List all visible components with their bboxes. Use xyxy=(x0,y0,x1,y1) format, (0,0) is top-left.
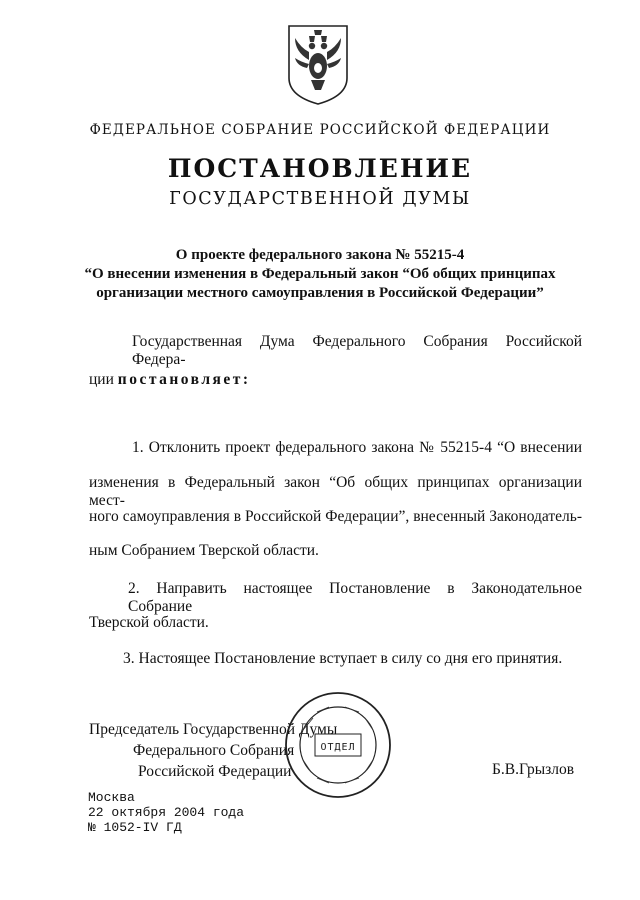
signer-title-line: Председатель Государственной Думы xyxy=(89,721,338,738)
document-number: № 1052-IV ГД xyxy=(88,820,182,835)
intro-line xyxy=(89,371,251,389)
title-line: организации местного самоуправления в Российской Федерации” xyxy=(96,285,544,301)
official-stamp-icon xyxy=(283,690,393,800)
svg-text:ОТДЕЛ: ОТДЕЛ xyxy=(320,742,356,753)
intro-line: Государственная Дума Федерального Собрания Российской Федера- xyxy=(132,333,582,368)
document-title xyxy=(60,246,580,303)
issuing-body: ГОСУДАРСТВЕННОЙ ДУМЫ xyxy=(169,189,471,209)
item-1-line: изменения в Федеральный закон “Об общих принципах организации мест- xyxy=(89,474,582,509)
item-1-line: 1. Отклонить проект федерального закона № 55215-4 “О внесении xyxy=(132,439,582,456)
document-type: ПОСТАНОВЛЕНИЕ xyxy=(167,154,473,183)
item-1-line: ным Собранием Тверской области. xyxy=(89,542,319,559)
resolution-verb: постановляет: xyxy=(117,371,251,388)
document-footer xyxy=(88,790,244,835)
parliament-name: ФЕДЕРАЛЬНОЕ СОБРАНИЕ РОССИЙСКОЙ ФЕДЕРАЦИИ xyxy=(89,122,551,138)
item-2-line: 2. Направить настоящее Постановление в Законодательное Собрание xyxy=(128,580,582,615)
title-line: О проекте федерального закона № 55215-4 xyxy=(175,247,465,263)
signer-name: Б.В.Грызлов xyxy=(492,761,575,778)
intro-line-start: ции xyxy=(89,371,114,388)
item-2-line: Тверской области. xyxy=(89,614,209,631)
document-date: 22 октября 2004 года xyxy=(88,805,245,820)
title-line: “О внесении изменения в Федеральный закон “Об общих принципах xyxy=(84,266,556,282)
signer-title-line: Российской Федерации xyxy=(138,763,292,780)
signer-title-line: Федерального Собрания xyxy=(133,742,295,759)
item-1-line: ного самоуправления в Российской Федерации”, внесенный Законодатель- xyxy=(89,508,582,525)
place-of-signing: Москва xyxy=(88,790,135,805)
state-emblem-icon xyxy=(285,22,351,106)
item-3-line: 3. Настоящее Постановление вступает в силу со дня его принятия. xyxy=(123,650,563,667)
